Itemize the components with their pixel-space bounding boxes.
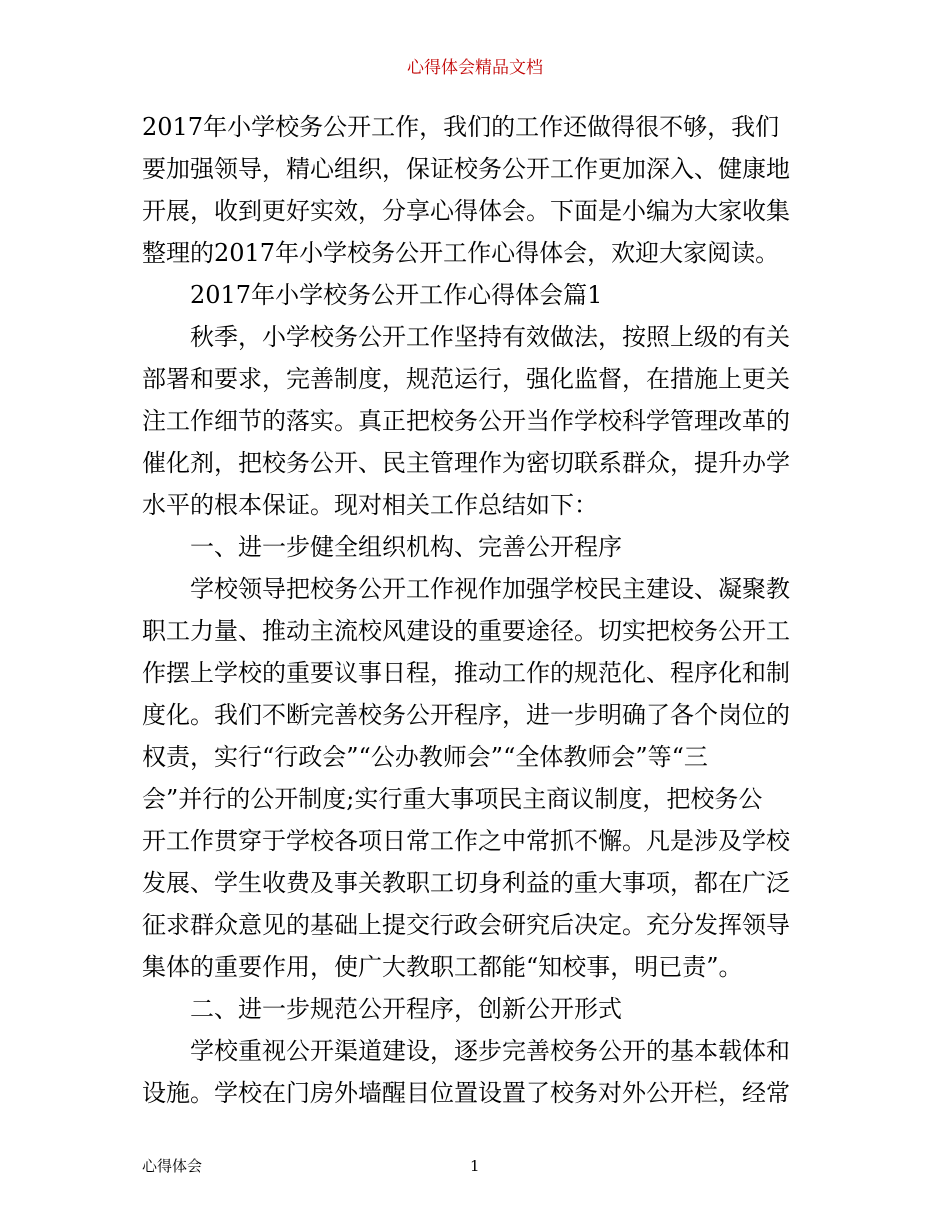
paragraph-line: 职工力量、推动主流校风建设的重要途径。切实把校务公开工 xyxy=(142,617,790,645)
paragraph-line: 发展、学生收费及事关教职工切身利益的重大事项，都在广泛 xyxy=(142,869,790,897)
page-header-title: 心得体会精品文档 xyxy=(407,58,543,78)
section-title: 2017年小学校务公开工作心得体会篇1 xyxy=(190,281,603,309)
section-heading: 一、进一步健全组织机构、完善公开程序 xyxy=(190,533,622,561)
paragraph-line: 秋季，小学校务公开工作坚持有效做法，按照上级的有关 xyxy=(190,323,790,351)
paragraph-line: 2017年小学校务公开工作，我们的工作还做得很不够，我们 xyxy=(142,113,780,141)
footer-label: 心得体会 xyxy=(142,1157,203,1175)
paragraph-line: 度化。我们不断完善校务公开程序，进一步明确了各个岗位的 xyxy=(142,701,790,729)
paragraph-line: 催化剂，把校务公开、民主管理作为密切联系群众，提升办学 xyxy=(142,449,790,477)
paragraph-line: 征求群众意见的基础上提交行政会研究后决定。充分发挥领导 xyxy=(142,911,790,939)
paragraph-line: 开工作贯穿于学校各项日常工作之中常抓不懈。凡是涉及学校 xyxy=(142,827,790,855)
paragraph-line: 权责，实行“行政会”“公办教师会”“全体教师会”等“三 xyxy=(142,743,708,771)
paragraph-line: 学校领导把校务公开工作视作加强学校民主建设、凝聚教 xyxy=(190,575,790,603)
paragraph-line: 作摆上学校的重要议事日程，推动工作的规范化、程序化和制 xyxy=(142,659,790,687)
paragraph-line: 部署和要求，完善制度，规范运行，强化监督，在措施上更关 xyxy=(142,365,790,393)
paragraph-line: 水平的根本保证。现对相关工作总结如下： xyxy=(142,491,598,519)
section-heading: 二、进一步规范公开程序，创新公开形式 xyxy=(190,995,622,1023)
paragraph-line: 学校重视公开渠道建设，逐步完善校务公开的基本载体和 xyxy=(190,1037,790,1065)
paragraph-line: 集体的重要作用，使广大教职工都能“知校事，明已责”。 xyxy=(142,953,743,981)
paragraph-line: 会”并行的公开制度;实行重大事项民主商议制度，把校务公 xyxy=(142,785,763,813)
paragraph-line: 整理的2017年小学校务公开工作心得体会，欢迎大家阅读。 xyxy=(142,239,780,267)
paragraph-line: 开展，收到更好实效，分享心得体会。下面是小编为大家收集 xyxy=(142,197,790,225)
document-body xyxy=(142,106,814,1114)
paragraph-line: 要加强领导，精心组织，保证校务公开工作更加深入、健康地 xyxy=(142,155,790,183)
paragraph-line: 注工作细节的落实。真正把校务公开当作学校科学管理改革的 xyxy=(142,407,790,435)
paragraph-line: 设施。学校在门房外墙醒目位置设置了校务对外公开栏，经常 xyxy=(142,1079,790,1107)
page-number: 1 xyxy=(470,1157,480,1175)
